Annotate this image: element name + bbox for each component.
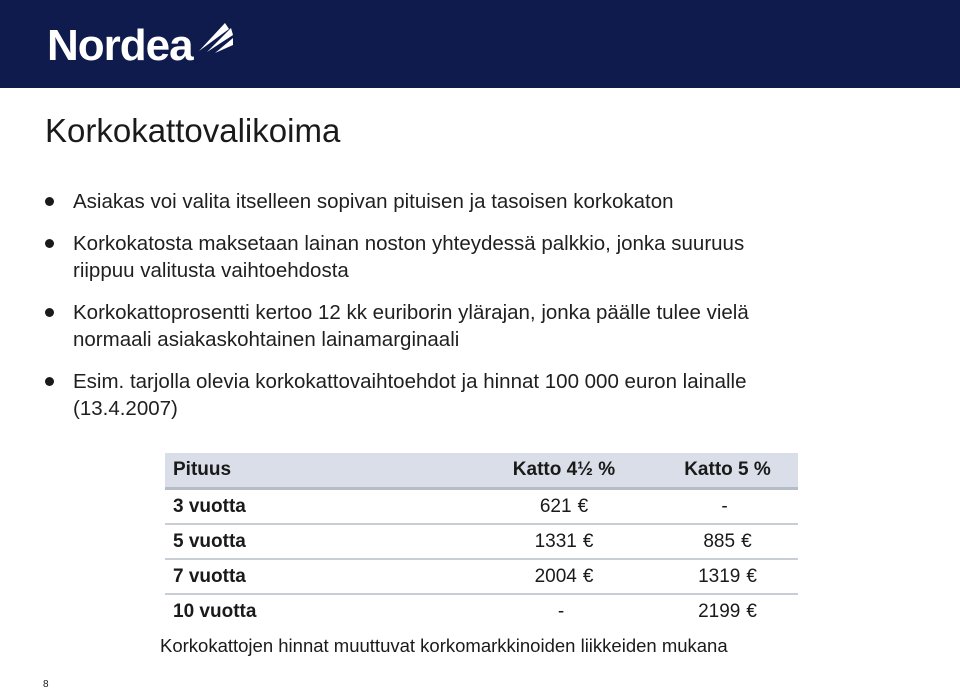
bullet-dot-icon	[45, 197, 54, 206]
column-header-period: Pituus	[165, 453, 471, 489]
header-band	[0, 0, 960, 88]
table-footnote: Korkokattojen hinnat muuttuvat korkomarkkinoiden liikkeiden mukana	[160, 635, 728, 656]
currency-symbol: €	[577, 495, 589, 517]
currency-symbol: €	[741, 530, 752, 552]
bullet-text: Korkokatosta maksetaan lainan noston yhteydessä palkkio, jonka suuruus	[73, 232, 745, 255]
price-cell	[471, 489, 657, 525]
price-value: -	[557, 600, 565, 622]
price-value: 2199	[698, 600, 741, 622]
price-table	[165, 453, 798, 628]
slide-title: Korkokattovalikoima	[45, 112, 341, 149]
page-number: 8	[43, 679, 49, 690]
currency-symbol: €	[746, 565, 757, 587]
currency-symbol: €	[746, 600, 757, 622]
bullet-item	[45, 230, 905, 284]
table-row	[165, 489, 798, 525]
nordea-logo	[47, 21, 235, 70]
price-value: 1319	[698, 565, 741, 587]
bullet-item	[45, 188, 905, 215]
column-header-cap-5: Katto 5 %	[657, 453, 798, 489]
currency-symbol: €	[582, 530, 594, 552]
price-value: 621	[539, 495, 572, 517]
table-row	[165, 559, 798, 594]
period-cell: 5 vuotta	[165, 524, 471, 559]
bullet-text-continued: riippuu valitusta vaihtoehdosta	[73, 259, 349, 282]
nordea-sail-icon	[195, 19, 235, 60]
period-cell: 3 vuotta	[165, 489, 471, 525]
price-value: 1331	[534, 530, 577, 552]
logo-wordmark: Nordea	[47, 21, 193, 70]
bullet-text-continued: (13.4.2007)	[73, 397, 178, 420]
bullet-list	[45, 188, 905, 422]
price-cell	[657, 524, 798, 559]
price-cell	[657, 559, 798, 594]
price-cell	[471, 524, 657, 559]
bullet-text: Asiakas voi valita itselleen sopivan pituisen ja tasoisen korkokaton	[73, 190, 674, 213]
price-value: 885	[703, 530, 736, 552]
price-cell	[657, 594, 798, 628]
period-cell: 10 vuotta	[173, 600, 257, 622]
bullet-item	[45, 368, 905, 422]
bullet-dot-icon	[45, 377, 54, 386]
bullet-text-continued: normaali asiakaskohtainen lainamarginaali	[73, 328, 460, 351]
price-cell	[471, 594, 657, 628]
period-cell: 7 vuotta	[165, 559, 471, 594]
price-cell	[657, 489, 798, 525]
bullet-dot-icon	[45, 239, 54, 248]
price-cell	[471, 559, 657, 594]
bullet-dot-icon	[45, 308, 54, 317]
table-header-row	[165, 453, 798, 489]
bullet-item	[45, 299, 905, 353]
currency-symbol: €	[582, 565, 594, 587]
price-value: 2004	[534, 565, 577, 587]
table-row	[165, 594, 798, 628]
bullet-text: Esim. tarjolla olevia korkokattovaihtoehdot ja hinnat 100 000 euron lainalle	[73, 370, 747, 393]
table-row	[165, 524, 798, 559]
price-value: -	[721, 495, 728, 517]
bullet-text: Korkokattoprosentti kertoo 12 kk euriborin ylärajan, jonka päälle tulee vielä	[73, 301, 749, 324]
column-header-cap-4-5: Katto 4½ %	[471, 453, 657, 489]
